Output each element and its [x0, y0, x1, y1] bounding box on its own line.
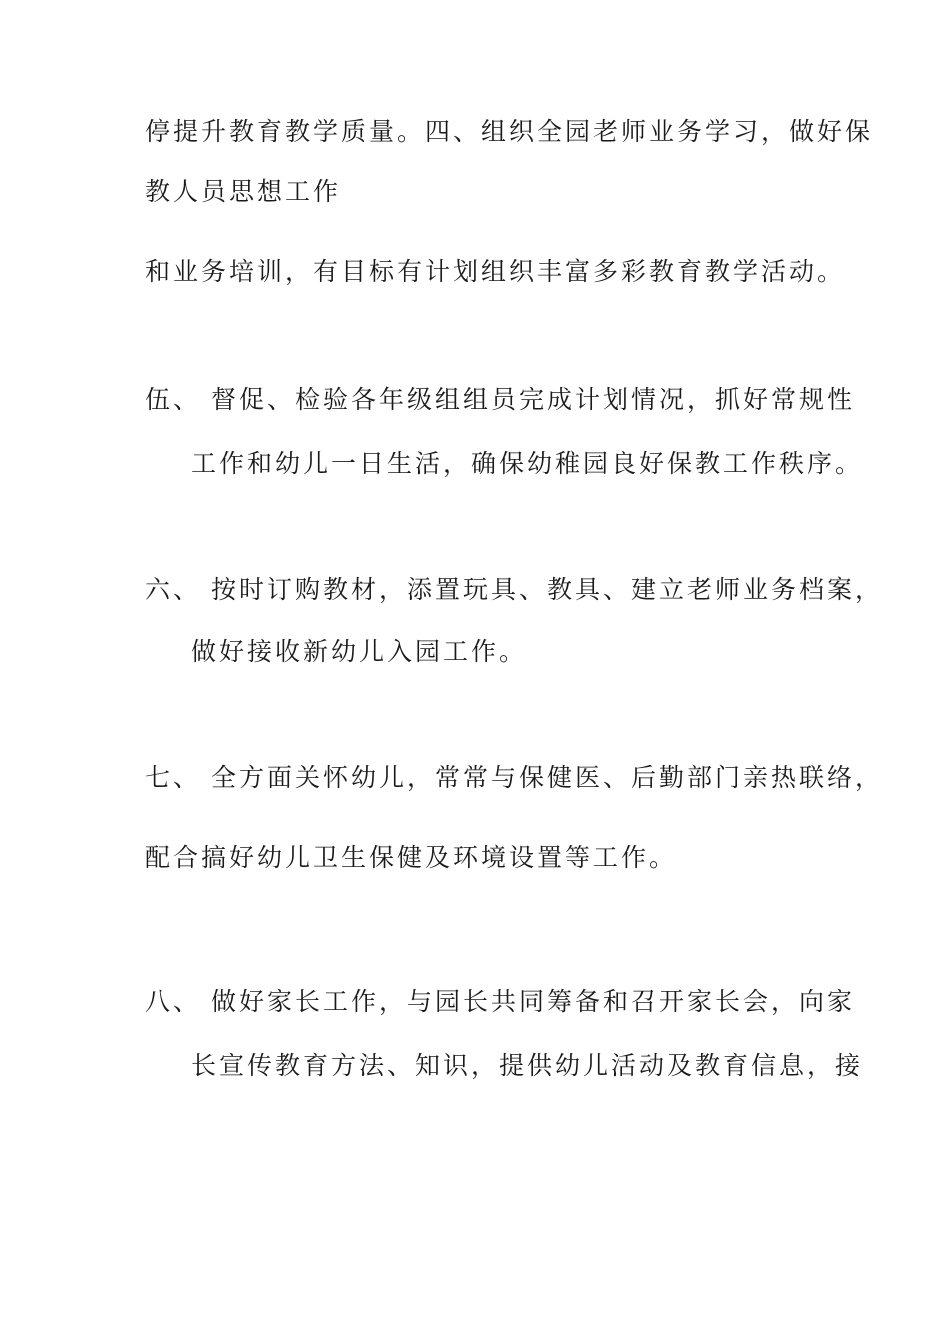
- list-item-text: 按时订购教材，添置玩具、教具、建立老师业务档案，: [211, 575, 884, 604]
- list-item-number: 伍、: [145, 385, 202, 414]
- paragraph-line: 和业务培训，有目标有计划组织丰富多彩教育教学活动。: [145, 257, 846, 286]
- list-item-first-line: [145, 987, 855, 1017]
- list-item-text: 全方面关怀幼儿，常常与保健医、后勤部门亲热联络，: [211, 763, 884, 792]
- paragraph-line: 停提升教育教学质量。四、组织全园老师业务学习，做好保: [145, 117, 874, 146]
- list-item-continuation: 配合搞好幼儿卫生保健及环境设置等工作。: [145, 843, 678, 872]
- paragraph-line: 教人员思想工作: [145, 177, 342, 206]
- list-item-continuation: 工作和幼儿一日生活，确保幼稚园良好保教工作秩序。: [191, 449, 864, 478]
- list-item-first-line: [145, 385, 855, 415]
- list-item-text: 督促、检验各年级组组员完成计划情况，抓好常规性: [211, 385, 856, 414]
- list-item-first-line: [145, 763, 883, 793]
- list-item-first-line: [145, 575, 883, 605]
- list-item-continuation: 长宣传教育方法、知识，提供幼儿活动及教育信息，接: [191, 1051, 864, 1080]
- list-item-continuation: 做好接收新幼儿入园工作。: [191, 637, 528, 666]
- list-item-number: 六、: [145, 575, 202, 604]
- list-item-text: 做好家长工作，与园长共同筹备和召开家长会，向家: [211, 987, 856, 1016]
- list-item-number: 七、: [145, 763, 202, 792]
- list-item-number: 八、: [145, 987, 202, 1016]
